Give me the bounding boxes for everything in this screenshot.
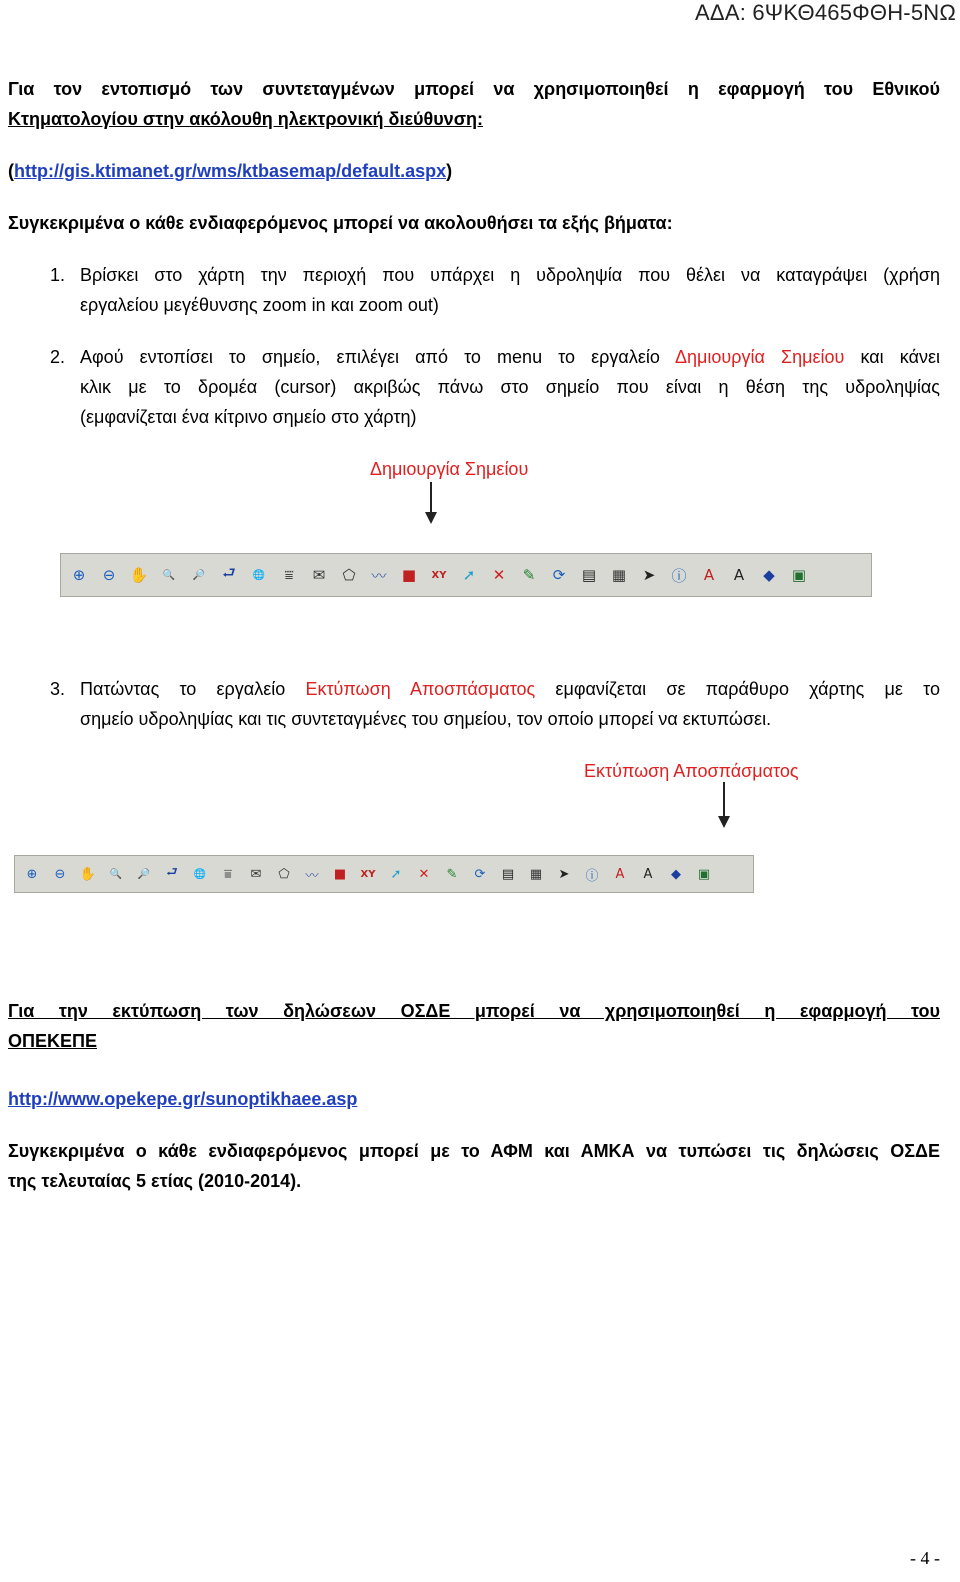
zoom-window-in-icon[interactable]: 🔍	[162, 569, 176, 581]
step-2-number: 2.	[50, 347, 66, 367]
document-icon[interactable]: ▤	[581, 566, 597, 584]
goto-xy-icon[interactable]: ➤	[642, 566, 656, 584]
globe-icon[interactable]: 🌐	[252, 569, 266, 581]
previous-extent-icon[interactable]: ⮐	[222, 563, 236, 582]
callout-arrow-2	[718, 782, 730, 828]
opekepe-link[interactable]: http://www.opekepe.gr/sunoptikhaee.asp	[8, 1089, 358, 1109]
edit-pencil-icon[interactable]: ✎	[522, 566, 536, 584]
zoom-window-in-icon[interactable]: 🔍	[109, 868, 123, 880]
intro-line-2: Κτηματολογίου στην ακόλουθη ηλεκτρονική διεύθυνση:	[8, 109, 483, 129]
zoom-in-icon[interactable]: ⊕	[72, 566, 86, 584]
step-2-line-3: (εμφανίζεται ένα κίτρινο σημείο στο χάρτη)	[80, 407, 417, 427]
text-box-icon[interactable]: A	[643, 866, 653, 882]
create-point-xy-icon[interactable]: XY	[360, 868, 376, 880]
step-2-line-2: κλικ με το δρομέα (cursor) ακριβώς πάνω στο σημείο που είναι η θέση της υδροληψίας	[80, 377, 940, 397]
zoom-in-icon[interactable]: ⊕	[26, 866, 38, 882]
polyline-icon[interactable]: 〰	[371, 566, 387, 585]
document-id: ΑΔΑ: 6ΨΚΘ465ΦΘΗ-5ΝΩ	[695, 0, 956, 25]
ktimanet-link-line	[8, 156, 452, 186]
polygon-icon[interactable]: ⬠	[342, 566, 356, 584]
step-3-post: εμφανίζεται σε παράθυρο χάρτης με το	[535, 679, 941, 699]
opekepe-body-line-1: Συγκεκριμένα ο κάθε ενδιαφερόμενος μπορεί με το ΑΦΜ και ΑΜΚΑ να τυπώσει τις δηλώσεις ΟΣΔΕ	[8, 1141, 940, 1161]
page-number: - 4 -	[910, 1548, 940, 1568]
step-2-post: και κάνει	[844, 347, 940, 367]
refresh-icon[interactable]: ⟳	[474, 866, 486, 882]
print-extract-icon[interactable]: A	[703, 566, 715, 584]
scale-icon[interactable]: ⩸	[284, 566, 294, 584]
select-arrow-icon[interactable]: ➚	[390, 866, 402, 882]
step-3-line-2: σημείο υδροληψίας και τις συντεταγμένες του σημείου, τον οποίο μπορεί να εκτυπώσει.	[80, 709, 772, 729]
step-3-tool-name: Εκτύπωση Αποσπάσματος	[305, 679, 536, 699]
point-icon[interactable]: ■	[401, 566, 417, 584]
link-close-paren: )	[446, 161, 453, 181]
pan-hand-icon[interactable]: ✋	[79, 866, 97, 882]
step-3-pre: Πατώντας το εργαλείο	[80, 679, 306, 699]
step-2-pre: Αφού εντοπίσει το σημείο, επιλέγει από το menu το εργαλείο	[80, 347, 675, 367]
zoom-window-out-icon[interactable]: 🔎	[137, 868, 151, 880]
table-xy-icon[interactable]: ▦	[529, 866, 543, 882]
print-extract-icon[interactable]: A	[615, 866, 625, 882]
edit-pencil-icon[interactable]: ✎	[446, 866, 458, 882]
print-extract-callout: Εκτύπωση Αποσπάσματος	[584, 761, 799, 781]
scale-icon[interactable]: ⩸	[224, 866, 232, 882]
text-box-icon[interactable]: A	[733, 566, 745, 584]
delete-icon[interactable]: ✕	[418, 866, 430, 882]
zoom-out-icon[interactable]: ⊖	[54, 866, 66, 882]
map-toolbar-2	[14, 855, 754, 893]
zoom-window-out-icon[interactable]: 🔎	[192, 569, 206, 581]
goto-xy-icon[interactable]: ➤	[558, 866, 570, 882]
eraser-icon[interactable]: ◆	[763, 566, 775, 584]
polygon-icon[interactable]: ⬠	[278, 866, 290, 882]
map-image-icon[interactable]: ▣	[791, 566, 807, 584]
map-toolbar	[60, 553, 872, 597]
previous-extent-icon[interactable]: ⮐	[166, 865, 178, 880]
delete-icon[interactable]: ✕	[492, 566, 506, 584]
map-image-icon[interactable]: ▣	[697, 866, 711, 882]
step-1-line-2: εργαλείου μεγέθυνσης zoom in και zoom out)	[80, 295, 439, 315]
envelope-icon[interactable]: ✉	[312, 566, 326, 584]
info-icon[interactable]: ⓘ	[585, 868, 599, 884]
opekepe-title-line-1: Για την εκτύπωση των δηλώσεων ΟΣΔΕ μπορεί να χρησιμοποιηθεί η εφαρμογή του	[8, 1001, 940, 1021]
table-xy-icon[interactable]: ▦	[611, 566, 627, 584]
document-icon[interactable]: ▤	[501, 866, 515, 882]
link-open-paren: (	[8, 161, 14, 181]
zoom-out-icon[interactable]: ⊖	[102, 566, 116, 584]
point-icon[interactable]: ■	[333, 866, 347, 882]
refresh-icon[interactable]: ⟳	[552, 566, 566, 584]
opekepe-body-line-2: της τελευταίας 5 ετίας (2010-2014).	[8, 1171, 302, 1191]
steps-intro: Συγκεκριμένα ο κάθε ενδιαφερόμενος μπορεί να ακολουθήσει τα εξής βήματα:	[8, 213, 673, 233]
ktimanet-link[interactable]: http://gis.ktimanet.gr/wms/ktbasemap/default.aspx	[14, 161, 447, 181]
opekepe-title-line-2: ΟΠΕΚΕΠΕ	[8, 1031, 98, 1051]
step-1-number: 1.	[50, 265, 66, 285]
globe-icon[interactable]: 🌐	[193, 868, 207, 880]
step-1-line-1: Βρίσκει στο χάρτη την περιοχή που υπάρχει η υδροληψία που θέλει να καταγράψει (χρήση	[80, 265, 940, 285]
polyline-icon[interactable]: 〰	[305, 868, 319, 884]
create-point-xy-icon[interactable]: XY	[431, 569, 447, 581]
step-2-tool-name: Δημιουργία Σημείου	[674, 347, 845, 367]
create-point-callout: Δημιουργία Σημείου	[370, 459, 529, 479]
callout-arrow-1	[425, 482, 437, 524]
step-2-line-1	[80, 342, 940, 372]
eraser-icon[interactable]: ◆	[671, 866, 681, 882]
pan-hand-icon[interactable]: ✋	[129, 566, 149, 584]
envelope-icon[interactable]: ✉	[250, 866, 262, 882]
intro-line-1: Για τον εντοπισμό των συντεταγμένων μπορεί να χρησιμοποιηθεί η εφαρμογή του Εθνικού	[8, 79, 940, 99]
select-arrow-icon[interactable]: ➚	[462, 566, 476, 584]
step-3-number: 3.	[50, 679, 66, 699]
step-3-line-1	[80, 674, 940, 704]
info-icon[interactable]: ⓘ	[671, 566, 687, 585]
